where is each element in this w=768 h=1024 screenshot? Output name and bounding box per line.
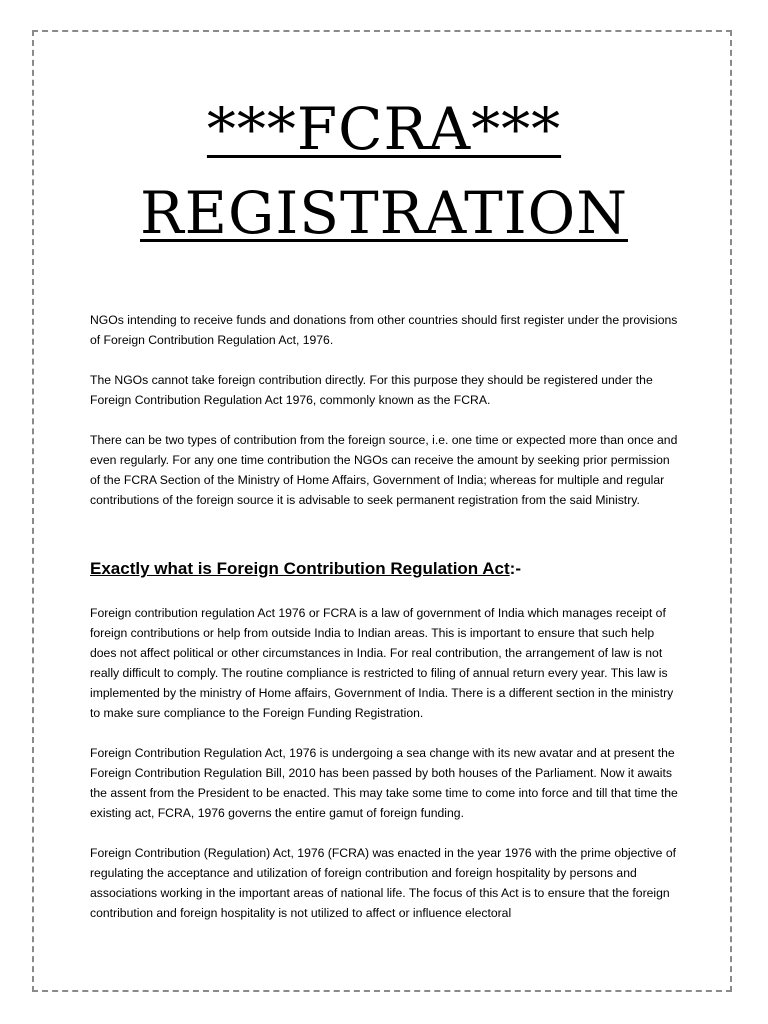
paragraph-body-3: Foreign Contribution (Regulation) Act, 1976 (FCRA) was enacted in the year 1976 with the prime objective of regulating the acceptance and utilization of foreign contribution and foreign hospitality by persons and associations working in the important areas of national life. The focus of this Act is to ensure that the foreign contribution and foreign hospitality is not utilized to affect or influence electoral [90,846,676,920]
paragraph-intro-3: There can be two types of contribution from the foreign source, i.e. one time or expected more than once and even regularly. For any one time contribution the NGOs can receive the amount by seeking prior permission of the FCRA Section of the Ministry of Home Affairs, Government of India; whereas for multiple and regular contributions of the foreign source it is advisable to seek permanent registration from the said Ministry. [90,433,678,507]
paragraph-body-2: Foreign Contribution Regulation Act, 1976 is undergoing a sea change with its new avatar and at present the Foreign Contribution Regulation Bill, 2010 has been passed by both houses of the Parliament. Now it awaits the assent from the President to be enacted. This may take some time to come into force and till that time the existing act, FCRA, 1976 governs the entire gamut of foreign funding. [90,746,678,820]
section-heading [90,557,682,581]
section-heading-suffix: :- [509,559,521,578]
paragraph-intro-1: NGOs intending to receive funds and donations from other countries should first register under the provisions of Foreign Contribution Regulation Act, 1976. [90,313,678,347]
title-line-1: ***FCRA*** [206,95,562,163]
section-heading-text: Exactly what is Foreign Contribution Regulation Act [90,559,510,578]
title-line-2: REGISTRATION [140,179,628,247]
paragraph-body-1: Foreign contribution regulation Act 1976 or FCRA is a law of government of India which manages receipt of foreign contributions or help from outside India to Indian areas. This is important to ensure that such help does not affect political or other circumstances in India. For real contribution, the arrangement of law is not really difficult to comply. The routine compliance is restricted to filing of annual return every year. This law is implemented by the ministry of Home affairs, Government of India. There is a different section in the ministry to make sure compliance to the Foreign Funding Registration. [90,606,674,720]
paragraph-intro-2: The NGOs cannot take foreign contribution directly. For this purpose they should be registered under the Foreign Contribution Regulation Act 1976, commonly known as the FCRA. [90,373,653,407]
